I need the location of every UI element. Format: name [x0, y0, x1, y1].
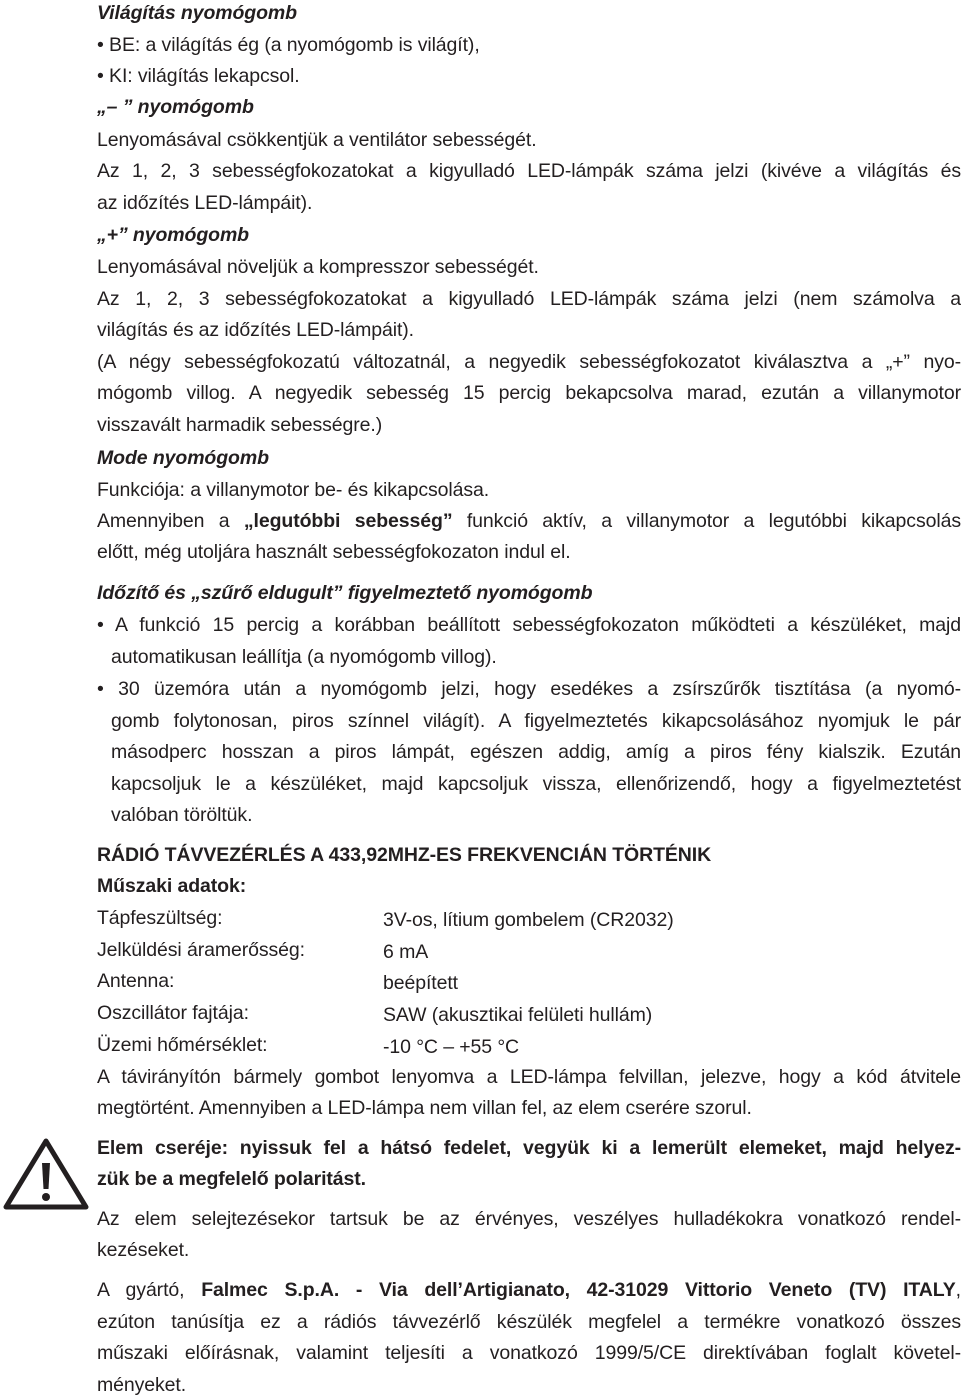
spec-label: Oszcillátor fajtája:: [97, 1002, 249, 1024]
minus-line-3: az időzítés LED-lámpáit).: [97, 192, 313, 214]
spec-row-voltage: [97, 909, 222, 929]
spec-row-oscillator: [97, 1004, 249, 1024]
timer-bullet-2-line-4: kapcsoljuk le a készüléket, majd kapcsoljuk vissza, ellenőrizendő, hogy a figyelmeztetést: [111, 773, 961, 795]
timer-bullet-2-line-5: valóban töröltük.: [111, 804, 253, 826]
spec-row-antenna: [97, 972, 174, 992]
plus-line-5: mógomb villog. A negyedik sebesség 15 percig bekapcsolva marad, ezután a villanymotor: [97, 382, 961, 404]
declaration-line-4: ményeket.: [97, 1374, 187, 1396]
mode-line-2: [97, 512, 961, 532]
spec-label: Jelküldési áramerősség:: [97, 939, 305, 961]
spec-row-current: [97, 941, 305, 961]
timer-bullet-1-line-2: automatikusan leállítja (a nyomógomb villog).: [111, 646, 497, 668]
battery-disposal-line-1: Az elem selejtezésekor tartsuk be az érvényes, veszélyes hulladékokra vonatkozó rendel-: [97, 1208, 961, 1230]
timer-bullet-2-line-1: • 30 üzemóra után a nyomógomb jelzi, hogy esedékes a zsírszűrők tisztítása (a nyomó-: [97, 678, 961, 700]
light-off-item: • KI: világítás lekapcsol.: [97, 65, 300, 87]
plus-line-1: Lenyomásával növeljük a kompresszor sebességét.: [97, 256, 539, 278]
plus-line-2: Az 1, 2, 3 sebességfokozatokat a kigyulladó LED-lámpák száma jelzi (nem számolva a: [97, 288, 961, 310]
minus-button-title: „– ” nyomógomb: [97, 96, 254, 118]
battery-warning-line-1: Elem cseréje: nyissuk fel a hátsó fedelet, vegyük ki a lemerült elemeket, majd helyez-: [97, 1137, 961, 1159]
battery-warning-line-2: zük be a megfelelő polaritást.: [97, 1168, 366, 1190]
plus-line-6: visszavált harmadik sebességre.): [97, 414, 383, 436]
declaration-intro: A gyártó,: [97, 1279, 202, 1301]
battery-disposal-line-2: kezéseket.: [97, 1239, 190, 1261]
timer-bullet-2-line-2: gomb folytonosan, piros színnel világít). A figyelmeztetés kikapcsolásához nyomjuk le pár: [111, 710, 961, 732]
declaration-line-1: [97, 1281, 961, 1301]
light-on-item: • BE: a világítás ég (a nyomógomb is világít),: [97, 34, 480, 56]
minus-line-1: Lenyomásával csökkentjük a ventilátor sebességét.: [97, 129, 537, 151]
mode-line-3: előtt, még utoljára használt sebességfokozaton indul el.: [97, 541, 571, 563]
spec-label: Antenna:: [97, 970, 175, 992]
light-button-title: Világítás nyomógomb: [97, 2, 297, 24]
declaration-line-2: ezúton tanúsítja ez a rádiós távvezérlő készülék megfelel a termékre vonatkozó összes: [97, 1311, 961, 1333]
timer-bullet-2-line-3: másodperc hosszan a piros lámpát, egészen addig, amíg a piros fény kialszik. Ezután: [111, 741, 961, 763]
declaration-line-3: műszaki előírásnak, valamint teljesíti a vonatkozó 1999/5/CE direktívában foglalt követel-: [97, 1342, 961, 1364]
timer-bullet-1-line-1: • A funkció 15 percig a korábban beállított sebességfokozaton működteti a készüléket, majd: [97, 614, 961, 636]
radio-line-1: A távirányítón bármely gombot lenyomva a LED-lámpa felvillan, jelezve, hogy a kód átvitele: [97, 1066, 961, 1088]
radio-line-2: megtörtént. Amennyiben a LED-lámpa nem villan fel, az elem cserére szorul.: [97, 1097, 752, 1119]
minus-line-2: Az 1, 2, 3 sebességfokozatokat a kigyulladó LED-lámpák száma jelzi (kivéve a világítás és: [97, 160, 961, 182]
spec-label: Tápfeszültség:: [97, 907, 223, 929]
plus-line-3: világítás és az időzítés LED-lámpáit).: [97, 319, 414, 341]
last-speed-term: „legutóbbi sebesség”: [243, 510, 453, 532]
spec-label: Üzemi hőmérséklet:: [97, 1034, 268, 1056]
spec-value: 3V-os, lítium gombelem (CR2032): [383, 909, 674, 931]
radio-heading: RÁDIÓ TÁVVEZÉRLÉS A 433,92MHZ-ES FREKVENCIÁN TÖRTÉNIK: [97, 844, 712, 866]
spec-value: -10 °C – +55 °C: [383, 1036, 520, 1058]
mode-button-title: Mode nyomógomb: [97, 447, 269, 469]
mode-line-1: Funkciója: a villanymotor be- és kikapcsolása.: [97, 479, 490, 501]
spec-value: 6 mA: [383, 941, 429, 963]
spec-row-temperature: [97, 1036, 268, 1056]
timer-button-title: Időzítő és „szűrő eldugult” figyelmeztető nyomógomb: [97, 582, 593, 604]
warning-icon: [2, 1135, 90, 1213]
specs-title: Műszaki adatok:: [97, 875, 247, 897]
spec-value: beépített: [383, 972, 458, 994]
spec-value: SAW (akusztikai felületi hullám): [383, 1004, 653, 1026]
mode-line-2-end: funkció aktív, a villanymotor a legutóbbi kikapcsolás: [452, 510, 961, 532]
plus-line-4: (A négy sebességfokozatú változatnál, a negyedik sebességfokozatot kiválasztva a „+” nyo-: [97, 351, 961, 373]
mode-line-2-start: Amennyiben a: [97, 510, 244, 532]
declaration-comma: ,: [955, 1279, 961, 1301]
plus-button-title: „+” nyomógomb: [97, 224, 249, 246]
manufacturer-address: Falmec S.p.A. - Via dell’Artigianato, 42-31029 Vittorio Veneto (TV) ITALY: [201, 1279, 956, 1301]
